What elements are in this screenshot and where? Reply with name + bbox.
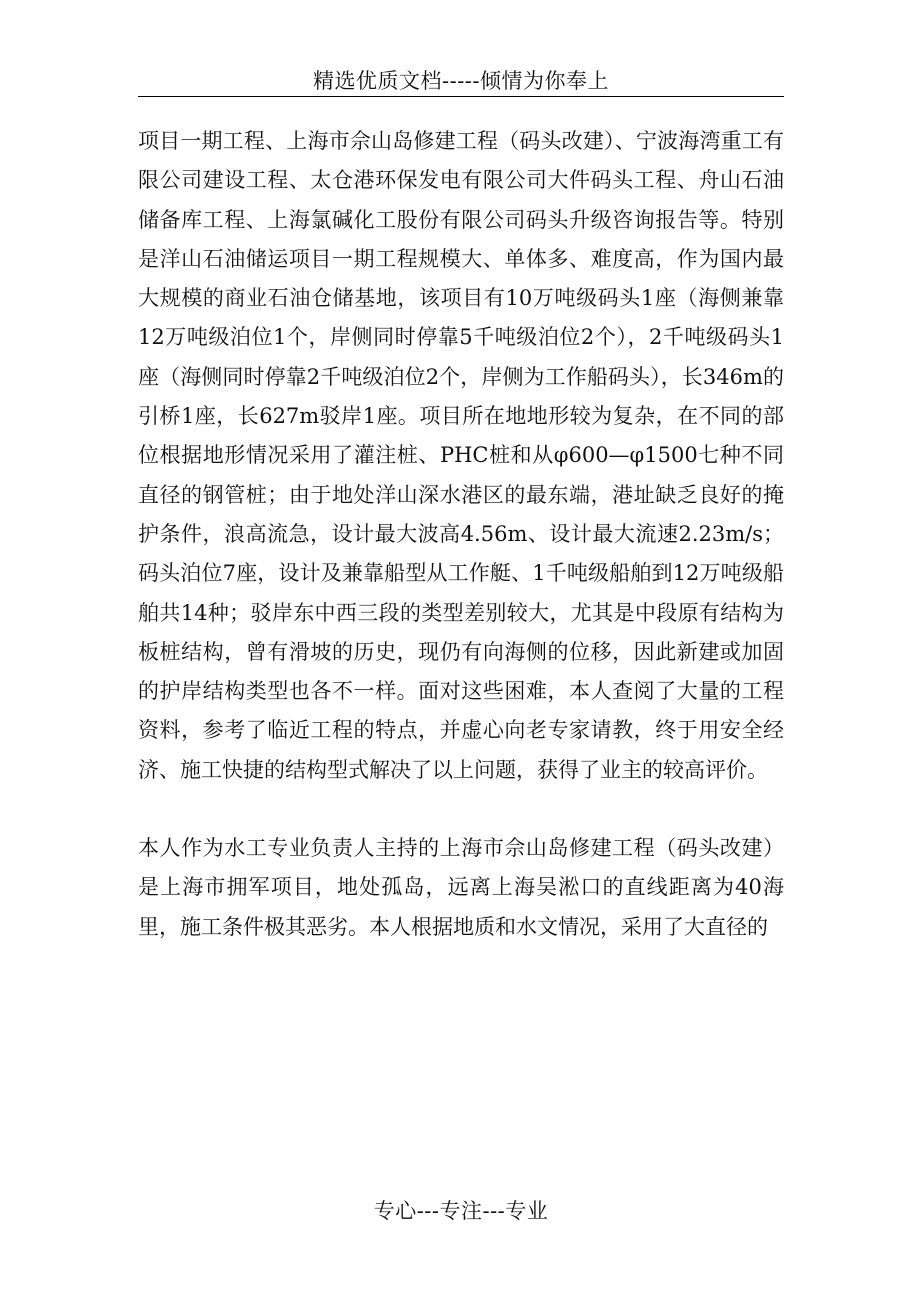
document-body bbox=[138, 122, 784, 947]
header-divider bbox=[138, 96, 784, 97]
body-paragraph-1: 项目一期工程、上海市佘山岛修建工程（码头改建）、宁波海湾重工有限公司建设工程、太仓港环保发电有限公司大件码头工程、舟山石油储备库工程、上海氯碱化工股份有限公司码头升级咨询报告等。特别是洋山石油储运项目一期工程规模大、单体多、难度高，作为国内最大规模的商业石油仓储基地，该项目有10万吨级码头1座（海侧兼靠12万吨级泊位1个，岸侧同时停靠5千吨级泊位2个），2千吨级码头1座（海侧同时停靠2千吨级泊位2个，岸侧为工作船码头），长346m的引桥1座，长627m驳岸1座。项目所在地地形较为复杂，在不同的部位根据地形情况采用了灌注桩、PHC桩和从φ600—φ1500七种不同直径的钢管桩；由于地处洋山深水港区的最东端，港址缺乏良好的掩护条件，浪高流急，设计最大波高4.56m、设计最大流速2.23m/s；码头泊位7座，设计及兼靠船型从工作艇、1千吨级船舶到12万吨级船舶共14种；驳岸东中西三段的类型差别较大，尤其是中段原有结构为板桩结构，曾有滑坡的历史，现仍有向海侧的位移，因此新建或加固的护岸结构类型也各不一样。面对这些困难，本人查阅了大量的工程资料，参考了临近工程的特点，并虚心向老专家请教，终于用安全经济、施工快捷的结构型式解决了以上问题，获得了业主的较高评价。 bbox=[138, 129, 784, 782]
page-footer: 专心---专注---专业 bbox=[373, 1199, 549, 1223]
body-paragraph-2: 本人作为水工专业负责人主持的上海市佘山岛修建工程（码头改建）是上海市拥军项目，地处孤岛，远离上海吴淞口的直线距离为40海里，施工条件极其恶劣。本人根据地质和水文情况，采用了大直径的 bbox=[138, 836, 784, 939]
page-header: 精选优质文档-----倾情为你奉上 bbox=[313, 69, 609, 93]
